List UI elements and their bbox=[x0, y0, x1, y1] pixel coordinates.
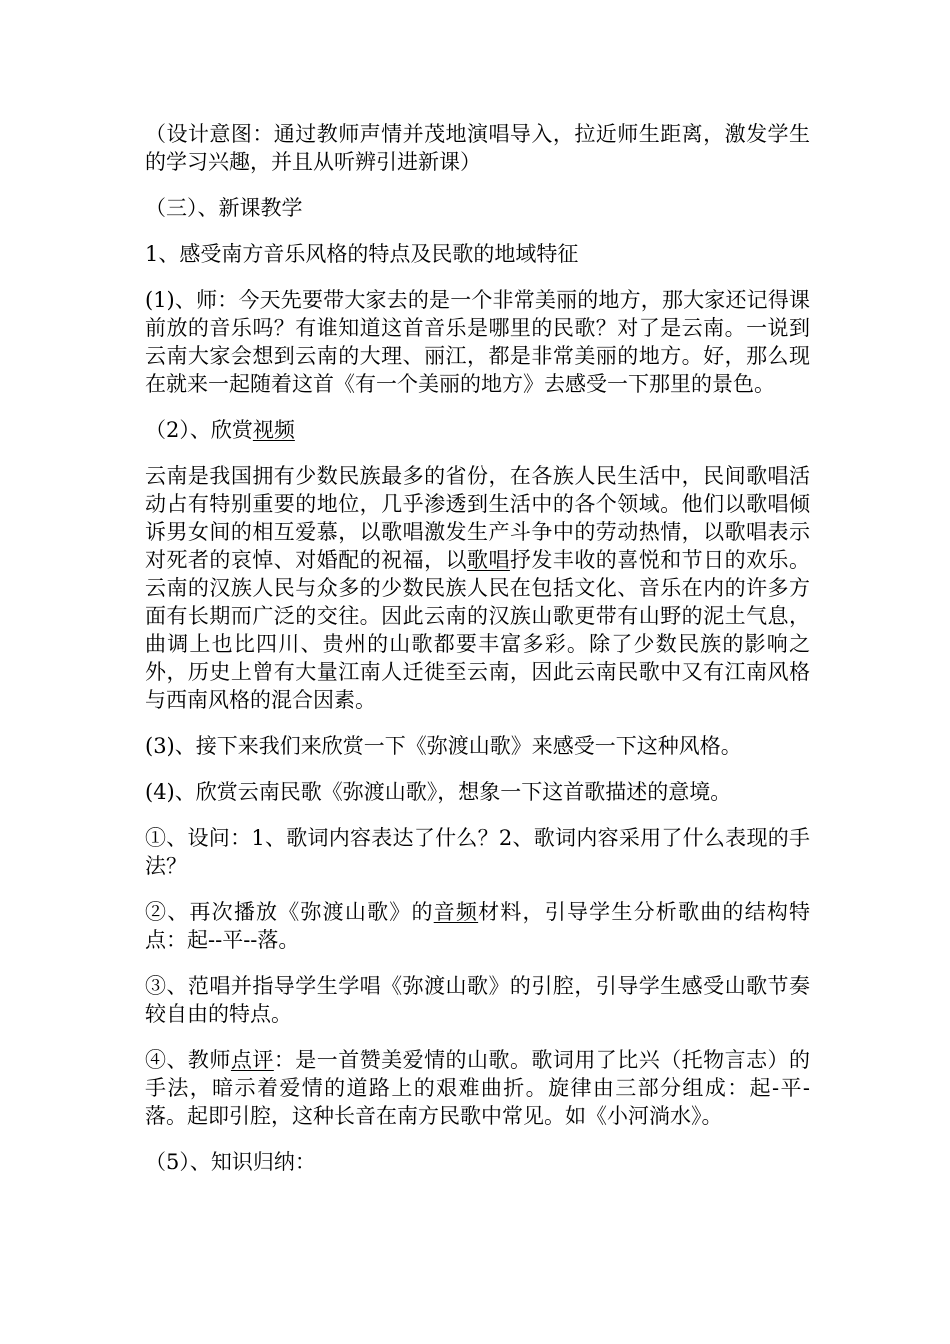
step-4-paragraph: (4)、欣赏云南民歌《弥渡山歌》，想象一下这首歌描述的意境。 bbox=[145, 780, 732, 804]
video-link[interactable]: 视频 bbox=[252, 418, 295, 442]
section-heading-new-lesson: （三）、新课教学 bbox=[145, 196, 303, 220]
demo-singing-item-3: ③、范唱并指导学生学唱《弥渡山歌》的引腔，引导学生感受山歌节奏较自由的特点。 bbox=[145, 974, 810, 1026]
text-segment: 抒发丰收的喜悦和节日的欢乐。云南的汉族人民与众多的少数民族人民在包括文化、音乐在内的许多方面有长期而广泛的交往。因此云南的汉族山歌更带有山野的泥土气息，曲调上也比四川、贵州的山歌都要丰富多彩。除了少数民族的影响之外，历史上曾有大量江南人迁徙至云南，因此云南民歌中又有江南风格与西南风格的混合因素。 bbox=[145, 548, 811, 712]
appreciate-video-paragraph bbox=[145, 416, 810, 444]
design-intent-note: （设计意图：通过教师声情并茂地演唱导入，拉近师生距离，激发学生的学习兴趣，并且从听辨引进新课） bbox=[145, 122, 810, 174]
question-item-1: ①、设问：1、歌词内容表达了什么？2、歌词内容采用了什么表现的手法？ bbox=[145, 826, 810, 878]
comment-link[interactable]: 点评 bbox=[230, 1048, 274, 1072]
replay-audio-item-2 bbox=[145, 898, 810, 954]
teacher-comment-item-4 bbox=[145, 1046, 810, 1130]
text-segment: 云南是我国拥有少数民族最多的省份，在各族人民生活中，民间歌唱活动占有特别重要的地位，几乎渗透到生活中的各个领域。他们以歌唱倾诉男女间的相互爱慕，以歌唱激发生产斗争中的劳动热情，以歌唱表示对死者的哀悼、对婚配的祝福，以 bbox=[145, 464, 810, 572]
text-segment: ④、教师 bbox=[145, 1048, 231, 1072]
subsection-heading: 1、感受南方音乐风格的特点及民歌的地域特征 bbox=[145, 242, 579, 266]
teacher-intro-paragraph: (1)、师：今天先要带大家去的是一个非常美丽的地方，那大家还记得课前放的音乐吗？有谁知道这首音乐是哪里的民歌？对了是云南。一说到云南大家会想到云南的大理、丽江，都是非常美丽的地方。好，那么现在就来一起随着这首《有一个美丽的地方》去感受一下那里的景色。 bbox=[145, 288, 810, 396]
yunnan-description-paragraph bbox=[145, 462, 810, 714]
audio-link[interactable]: 音频 bbox=[433, 900, 479, 924]
text-segment: ②、再次播放《弥渡山歌》的 bbox=[145, 900, 434, 924]
text-segment: 材料，引导学生分析歌曲的结构特点：起--平--落。 bbox=[145, 900, 811, 952]
singing-link[interactable]: 歌唱 bbox=[467, 548, 510, 572]
knowledge-summary-heading: （5）、知识归纳： bbox=[145, 1150, 316, 1174]
text-segment: ：是一首赞美爱情的山歌。歌词用了比兴（托物言志）的手法，暗示着爱情的道路上的艰难曲折。旋律由三部分组成：起-平-落。起即引腔，这种长音在南方民歌中常见。如《小河淌水》。 bbox=[145, 1048, 811, 1128]
step-3-paragraph: (3)、接下来我们来欣赏一下《弥渡山歌》来感受一下这种风格。 bbox=[145, 734, 742, 758]
document-body bbox=[145, 120, 810, 1194]
text-segment: （2）、欣赏 bbox=[145, 418, 253, 442]
